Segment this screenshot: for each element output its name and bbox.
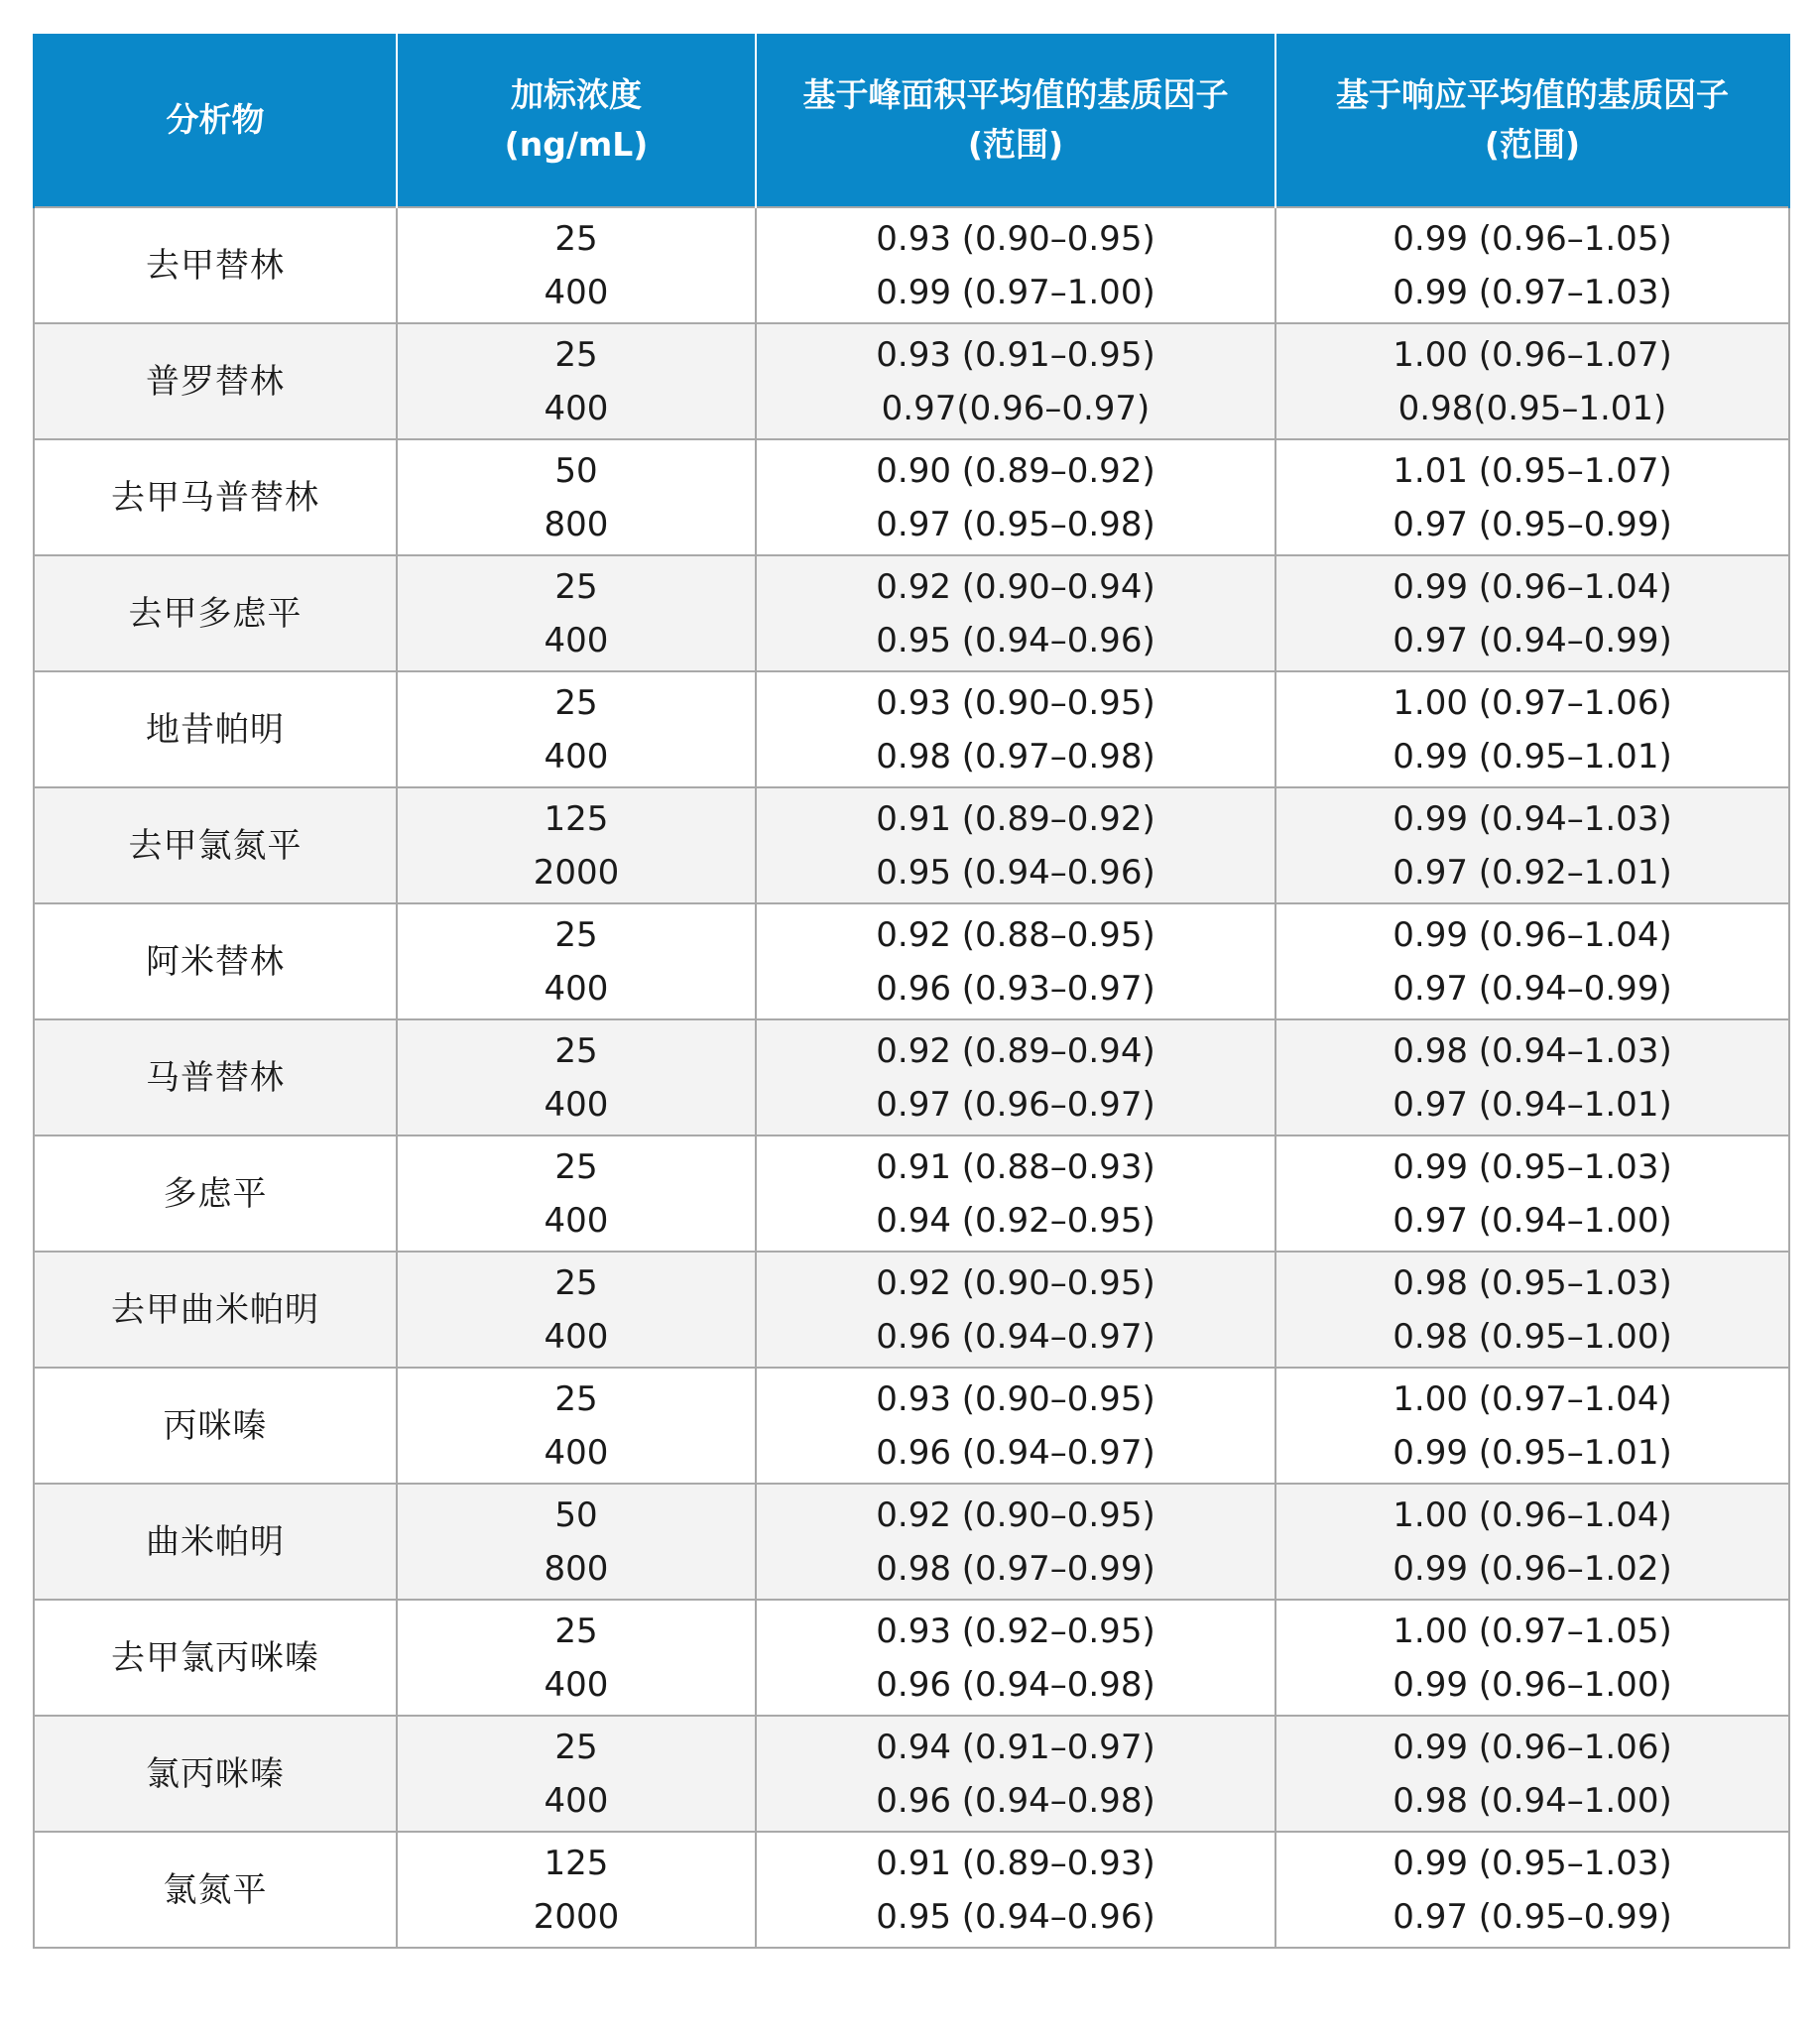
table-row (34, 903, 1789, 1019)
response-factor-cell (1275, 671, 1789, 787)
analyte-name: 去甲多虑平 (128, 593, 303, 634)
response-factor-value: 1.00 (0.97–1.06) (1393, 682, 1672, 723)
peak-area-factor-value: 0.97 (0.96–0.97) (876, 1084, 1155, 1125)
peak-area-factor-cell (756, 1019, 1275, 1135)
analyte-name: 去甲氯氮平 (128, 825, 303, 866)
concentration-value: 25 (554, 1727, 598, 1767)
concentration-cell (397, 555, 756, 671)
analyte-name: 曲米帕明 (146, 1521, 285, 1562)
table-header (34, 34, 1789, 207)
response-factor-value: 0.99 (0.97–1.03) (1393, 272, 1672, 312)
response-factor-value: 0.99 (0.94–1.03) (1393, 798, 1672, 839)
concentration-value: 50 (554, 1494, 598, 1535)
header-analyte-label: 分析物 (166, 100, 265, 139)
response-factor-value: 0.99 (0.96–1.04) (1393, 914, 1672, 955)
analyte-name: 丙咪嗪 (163, 1405, 268, 1446)
table-row (34, 323, 1789, 439)
concentration-value: 400 (544, 388, 609, 428)
response-factor-value: 0.97 (0.94–0.99) (1393, 620, 1672, 660)
peak-area-factor-cell (756, 439, 1275, 555)
concentration-cell (397, 1600, 756, 1716)
response-factor-value: 0.98 (0.94–1.00) (1393, 1780, 1672, 1821)
table-row (34, 1135, 1789, 1252)
peak-area-factor-value: 0.92 (0.89–0.94) (876, 1030, 1155, 1071)
concentration-value: 25 (554, 1611, 598, 1651)
response-factor-value: 0.98 (0.95–1.00) (1393, 1316, 1672, 1357)
peak-area-factor-value: 0.98 (0.97–0.98) (876, 736, 1155, 777)
response-factor-value: 0.97 (0.94–1.00) (1393, 1200, 1672, 1241)
concentration-value: 400 (544, 1780, 609, 1821)
header-row (34, 34, 1789, 207)
analyte-name: 氯氮平 (163, 1869, 268, 1910)
concentration-cell (397, 903, 756, 1019)
peak-area-factor-value: 0.95 (0.94–0.96) (876, 620, 1155, 660)
peak-area-factor-cell (756, 207, 1275, 323)
peak-area-factor-value: 0.96 (0.94–0.97) (876, 1316, 1155, 1357)
response-factor-cell (1275, 1252, 1789, 1368)
concentration-value: 800 (544, 1548, 609, 1589)
response-factor-cell (1275, 1716, 1789, 1832)
peak-area-factor-cell (756, 1368, 1275, 1484)
response-factor-value: 0.98 (0.95–1.03) (1393, 1262, 1672, 1303)
concentration-value: 25 (554, 334, 598, 375)
response-factor-cell (1275, 903, 1789, 1019)
concentration-value: 400 (544, 1084, 609, 1125)
analyte-cell (34, 903, 397, 1019)
concentration-cell (397, 1019, 756, 1135)
concentration-value: 400 (544, 1316, 609, 1357)
analyte-cell (34, 323, 397, 439)
peak-area-factor-value: 0.93 (0.91–0.95) (876, 334, 1155, 375)
response-factor-value: 0.97 (0.95–0.99) (1393, 504, 1672, 544)
peak-area-factor-value: 0.97(0.96–0.97) (881, 388, 1151, 428)
response-factor-value: 0.99 (0.96–1.06) (1393, 1727, 1672, 1767)
header-peak-area-matrix-factor (756, 34, 1275, 207)
analyte-name: 地昔帕明 (146, 709, 285, 750)
table-row (34, 1252, 1789, 1368)
response-factor-value: 1.01 (0.95–1.07) (1393, 450, 1672, 491)
matrix-factor-table (33, 34, 1790, 1949)
peak-area-factor-value: 0.91 (0.89–0.92) (876, 798, 1155, 839)
response-factor-value: 0.99 (0.95–1.01) (1393, 1432, 1672, 1473)
concentration-cell (397, 1135, 756, 1252)
response-factor-value: 0.99 (0.96–1.02) (1393, 1548, 1672, 1589)
response-factor-value: 0.97 (0.94–1.01) (1393, 1084, 1672, 1125)
analyte-name: 阿米替林 (146, 941, 285, 982)
peak-area-factor-value: 0.93 (0.90–0.95) (876, 1378, 1155, 1419)
peak-area-factor-cell (756, 555, 1275, 671)
concentration-value: 125 (544, 1843, 609, 1883)
response-factor-value: 0.97 (0.95–0.99) (1393, 1896, 1672, 1937)
peak-area-factor-value: 0.91 (0.88–0.93) (876, 1146, 1155, 1187)
peak-area-factor-value: 0.92 (0.90–0.95) (876, 1494, 1155, 1535)
response-factor-value: 0.99 (0.96–1.00) (1393, 1664, 1672, 1705)
response-factor-cell (1275, 555, 1789, 671)
concentration-cell (397, 1252, 756, 1368)
concentration-value: 25 (554, 682, 598, 723)
analyte-name: 去甲氯丙咪嗪 (111, 1637, 319, 1678)
concentration-cell (397, 439, 756, 555)
analyte-cell (34, 787, 397, 903)
concentration-value: 25 (554, 1030, 598, 1071)
table-row (34, 439, 1789, 555)
peak-area-factor-cell (756, 1252, 1275, 1368)
concentration-value: 2000 (533, 852, 620, 893)
peak-area-factor-value: 0.97 (0.95–0.98) (876, 504, 1155, 544)
peak-area-factor-value: 0.92 (0.88–0.95) (876, 914, 1155, 955)
analyte-name: 多虑平 (163, 1173, 268, 1214)
peak-area-factor-value: 0.90 (0.89–0.92) (876, 450, 1155, 491)
analyte-cell (34, 1252, 397, 1368)
peak-area-factor-value: 0.92 (0.90–0.94) (876, 566, 1155, 607)
response-factor-value: 0.99 (0.95–1.01) (1393, 736, 1672, 777)
analyte-cell (34, 1135, 397, 1252)
concentration-value: 25 (554, 1146, 598, 1187)
response-factor-cell (1275, 1600, 1789, 1716)
concentration-cell (397, 1368, 756, 1484)
peak-area-factor-value: 0.95 (0.94–0.96) (876, 1896, 1155, 1937)
analyte-name: 普罗替林 (146, 361, 285, 402)
header-peak-line2: (范围) (967, 125, 1064, 164)
analyte-cell (34, 555, 397, 671)
response-factor-value: 0.98(0.95–1.01) (1397, 388, 1667, 428)
concentration-value: 400 (544, 272, 609, 312)
concentration-value: 50 (554, 450, 598, 491)
concentration-cell (397, 323, 756, 439)
peak-area-factor-cell (756, 1600, 1275, 1716)
header-response-matrix-factor (1275, 34, 1789, 207)
concentration-value: 25 (554, 914, 598, 955)
peak-area-factor-value: 0.96 (0.94–0.98) (876, 1664, 1155, 1705)
response-factor-value: 0.99 (0.96–1.04) (1393, 566, 1672, 607)
response-factor-value: 0.97 (0.92–1.01) (1393, 852, 1672, 893)
peak-area-factor-value: 0.98 (0.97–0.99) (876, 1548, 1155, 1589)
header-conc-line1: 加标浓度 (511, 75, 642, 114)
header-resp-line2: (范围) (1484, 125, 1581, 164)
table-row (34, 787, 1789, 903)
peak-area-factor-cell (756, 1832, 1275, 1948)
response-factor-value: 0.99 (0.95–1.03) (1393, 1146, 1672, 1187)
concentration-value: 400 (544, 620, 609, 660)
response-factor-value: 1.00 (0.97–1.04) (1393, 1378, 1672, 1419)
header-spike-concentration (397, 34, 756, 207)
table-body (34, 207, 1789, 1948)
table-row (34, 1716, 1789, 1832)
peak-area-factor-value: 0.93 (0.90–0.95) (876, 218, 1155, 259)
peak-area-factor-cell (756, 787, 1275, 903)
response-factor-cell (1275, 439, 1789, 555)
analyte-name: 去甲替林 (146, 245, 285, 286)
analyte-cell (34, 1600, 397, 1716)
analyte-name: 去甲马普替林 (111, 477, 319, 518)
table-row (34, 1368, 1789, 1484)
analyte-cell (34, 671, 397, 787)
peak-area-factor-value: 0.93 (0.92–0.95) (876, 1611, 1155, 1651)
analyte-name: 氯丙咪嗪 (146, 1753, 285, 1794)
peak-area-factor-value: 0.95 (0.94–0.96) (876, 852, 1155, 893)
peak-area-factor-value: 0.96 (0.93–0.97) (876, 968, 1155, 1009)
peak-area-factor-value: 0.96 (0.94–0.97) (876, 1432, 1155, 1473)
table-row (34, 1600, 1789, 1716)
concentration-cell (397, 1716, 756, 1832)
analyte-cell (34, 1368, 397, 1484)
header-conc-line2: (ng/mL) (504, 125, 649, 164)
response-factor-value: 1.00 (0.97–1.05) (1393, 1611, 1672, 1651)
peak-area-factor-cell (756, 1716, 1275, 1832)
concentration-value: 400 (544, 1664, 609, 1705)
peak-area-factor-value: 0.96 (0.94–0.98) (876, 1780, 1155, 1821)
response-factor-cell (1275, 1368, 1789, 1484)
table-row (34, 555, 1789, 671)
analyte-cell (34, 439, 397, 555)
peak-area-factor-value: 0.94 (0.92–0.95) (876, 1200, 1155, 1241)
concentration-cell (397, 1484, 756, 1600)
response-factor-value: 0.99 (0.96–1.05) (1393, 218, 1672, 259)
concentration-value: 800 (544, 504, 609, 544)
header-peak-line1: 基于峰面积平均值的基质因子 (802, 75, 1229, 114)
concentration-cell (397, 207, 756, 323)
analyte-cell (34, 1019, 397, 1135)
peak-area-factor-cell (756, 671, 1275, 787)
concentration-value: 2000 (533, 1896, 620, 1937)
peak-area-factor-cell (756, 323, 1275, 439)
analyte-name: 马普替林 (146, 1057, 285, 1098)
concentration-cell (397, 1832, 756, 1948)
peak-area-factor-cell (756, 903, 1275, 1019)
analyte-cell (34, 1484, 397, 1600)
concentration-value: 25 (554, 1378, 598, 1419)
response-factor-value: 0.98 (0.94–1.03) (1393, 1030, 1672, 1071)
analyte-cell (34, 1832, 397, 1948)
analyte-cell (34, 207, 397, 323)
peak-area-factor-value: 0.92 (0.90–0.95) (876, 1262, 1155, 1303)
concentration-value: 400 (544, 968, 609, 1009)
peak-area-factor-cell (756, 1484, 1275, 1600)
analyte-cell (34, 1716, 397, 1832)
concentration-value: 25 (554, 1262, 598, 1303)
concentration-value: 400 (544, 736, 609, 777)
response-factor-cell (1275, 1135, 1789, 1252)
peak-area-factor-value: 0.99 (0.97–1.00) (876, 272, 1155, 312)
response-factor-cell (1275, 323, 1789, 439)
table-row (34, 1019, 1789, 1135)
table-row (34, 1484, 1789, 1600)
concentration-cell (397, 671, 756, 787)
table-row (34, 671, 1789, 787)
concentration-value: 125 (544, 798, 609, 839)
response-factor-value: 0.97 (0.94–0.99) (1393, 968, 1672, 1009)
response-factor-value: 1.00 (0.96–1.04) (1393, 1494, 1672, 1535)
concentration-value: 400 (544, 1200, 609, 1241)
response-factor-cell (1275, 787, 1789, 903)
analyte-name: 去甲曲米帕明 (111, 1289, 319, 1330)
peak-area-factor-cell (756, 1135, 1275, 1252)
table-row (34, 207, 1789, 323)
response-factor-value: 1.00 (0.96–1.07) (1393, 334, 1672, 375)
table-row (34, 1832, 1789, 1948)
header-analyte (34, 34, 397, 207)
concentration-value: 25 (554, 566, 598, 607)
response-factor-cell (1275, 207, 1789, 323)
concentration-value: 400 (544, 1432, 609, 1473)
header-resp-line1: 基于响应平均值的基质因子 (1336, 75, 1729, 114)
peak-area-factor-value: 0.94 (0.91–0.97) (876, 1727, 1155, 1767)
response-factor-cell (1275, 1832, 1789, 1948)
response-factor-value: 0.99 (0.95–1.03) (1393, 1843, 1672, 1883)
response-factor-cell (1275, 1484, 1789, 1600)
peak-area-factor-value: 0.93 (0.90–0.95) (876, 682, 1155, 723)
response-factor-cell (1275, 1019, 1789, 1135)
concentration-value: 25 (554, 218, 598, 259)
concentration-cell (397, 787, 756, 903)
peak-area-factor-value: 0.91 (0.89–0.93) (876, 1843, 1155, 1883)
